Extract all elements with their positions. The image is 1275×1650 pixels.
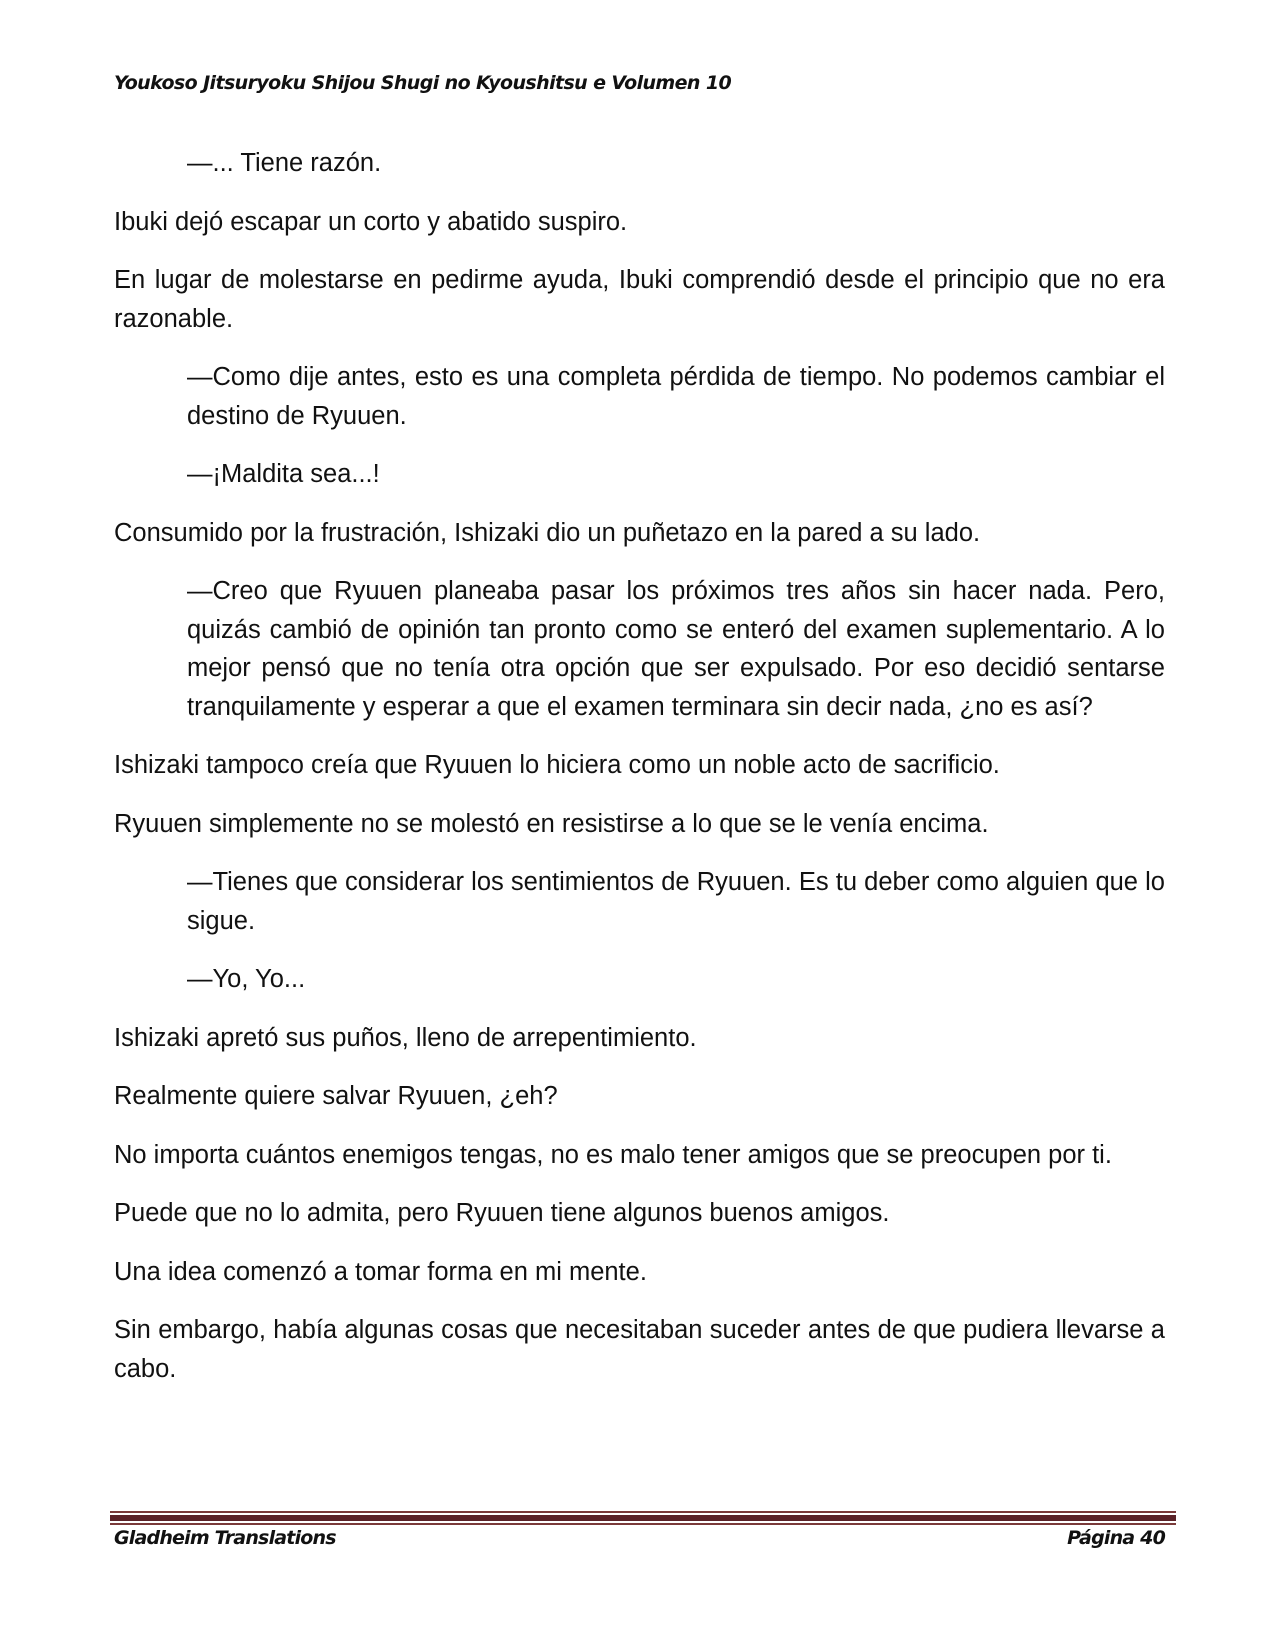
paragraph: Realmente quiere salvar Ryuuen, ¿eh? [114, 1082, 558, 1110]
footer-rule [110, 1511, 1176, 1525]
paragraph: Ishizaki tampoco creía que Ryuuen lo hiciera como un noble acto de sacrificio. [114, 751, 1000, 779]
paragraph: —¡Maldita sea...! [187, 460, 380, 488]
paragraph: En lugar de molestarse en pedirme ayuda, Ibuki comprendió desde el principio que no era razonable. [114, 266, 1165, 333]
paragraph: —... Tiene razón. [187, 149, 382, 177]
running-header: Youkoso Jitsuryoku Shijou Shugi no Kyoushitsu e Volumen 10 [114, 72, 732, 94]
running-footer [114, 1527, 1165, 1549]
paragraph: Puede que no lo admita, pero Ryuuen tiene algunos buenos amigos. [114, 1199, 890, 1227]
paragraph: Ishizaki apretó sus puños, lleno de arrepentimiento. [114, 1023, 697, 1052]
paragraph: Ibuki dejó escapar un corto y abatido suspiro. [114, 207, 628, 236]
paragraph: No importa cuántos enemigos tengas, no es malo tener amigos que se preocupen por ti. [114, 1140, 1112, 1169]
paragraph: —Tienes que considerar los sentimientos de Ryuuen. Es tu deber como alguien que lo sigue. [187, 868, 1165, 935]
paragraph: Ryuuen simplemente no se molestó en resistirse a lo que se le venía encima. [114, 809, 989, 838]
paragraph: Consumido por la frustración, Ishizaki dio un puñetazo en la pared a su lado. [114, 518, 981, 547]
page-body [114, 144, 1165, 1408]
footer-credit: Gladheim Translations [114, 1527, 336, 1549]
page-number: Página 40 [1067, 1527, 1165, 1549]
paragraph: —Creo que Ryuuen planeaba pasar los próximos tres años sin hacer nada. Pero, quizás cambió de opinión tan pronto como se enteró del examen suplementario. A lo mejor pensó que no tenía otra opción que ser expulsado. Por eso decidió sentarse tranquilamente y esperar a que el examen terminara sin decir nada, ¿no es así? [187, 577, 1165, 721]
paragraph: —Yo, Yo... [187, 965, 306, 993]
paragraph: —Como dije antes, esto es una completa pérdida de tiempo. No podemos cambiar el destino de Ryuuen. [187, 363, 1165, 430]
paragraph: Sin embargo, había algunas cosas que necesitaban suceder antes de que pudiera llevarse a cabo. [114, 1316, 1165, 1383]
paragraph: Una idea comenzó a tomar forma en mi mente. [114, 1257, 647, 1286]
